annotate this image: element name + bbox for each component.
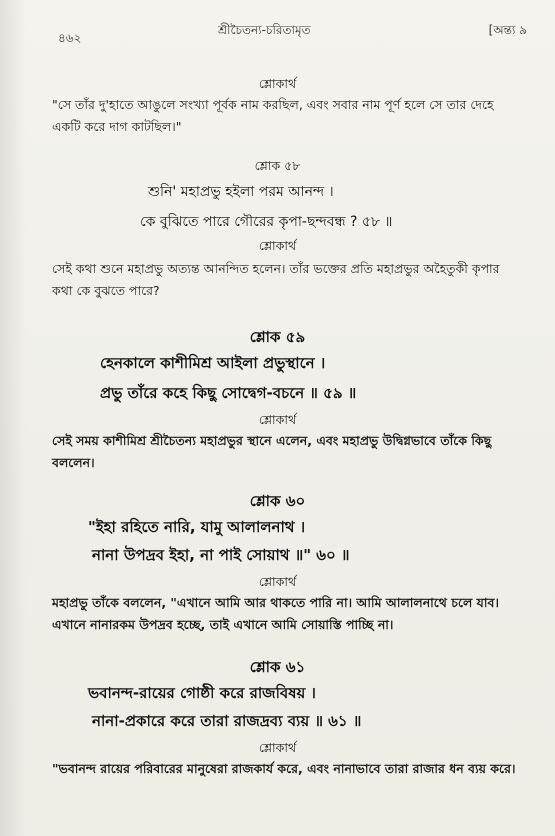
verse-60-line-2: নানা উপদ্রব ইহা, না পাই সোয়াথ ॥" ৬০ ॥ [92, 546, 350, 564]
chapter-reference: [অন্ত্য ৯ [488, 23, 527, 37]
translation-61: "ভবানন্দ রায়ের পরিবারের মানুষেরা রাজকার্য করে, এবং নানাভাবে তারা রাজার ধন ব্যয় করে। [52, 761, 516, 776]
translation-label-59: শ্লোকার্থ [258, 412, 297, 427]
page-number: ৪৬২ [58, 31, 82, 45]
verse-59-line-2: প্রভু তাঁরে কহে কিছু সোদ্বেগ-বচনে ॥ ৫৯ ॥ [100, 384, 357, 402]
verse-58-line-1: শুনি' মহাপ্রভু হইলা পরম আনন্দ । [148, 184, 334, 200]
translation-prev: "সে তাঁর দু'হাতে আঙুলে সংখ্যা পূর্বক নাম করছিল, এবং সবার নাম পূর্ণ হলে সে তার দেহে একটি করে দাগ কাটছিল।" [52, 97, 494, 134]
verse-label-58: শ্লোক ৫৮ [254, 158, 301, 173]
verse-label-59: শ্লোক ৫৯ [249, 328, 306, 346]
translation-60: মহাপ্রভু তাঁকে বললেন, "এখানে আমি আর থাকতে পারি না। আমি আলালনাথে চলে যাব। এখানে নানারকম উপদ্রব হচ্ছে, তাই এখানে আমি সোয়াস্তি পাচ্ছি না। [52, 595, 499, 632]
verse-61-line-2: নানা-প্রকারে করে তারা রাজদ্রব্য ব্যয় ॥ ৬১ ॥ [92, 712, 362, 730]
page-header [50, 22, 527, 44]
translation-label-60: শ্লোকার্থ [258, 574, 297, 589]
running-title: শ্রীচৈতন্য-চরিতামৃত [218, 23, 311, 37]
verse-60-line-1: "ইহা রহিতে নারি, যামু আলালনাথ । [88, 518, 306, 536]
translation-label-prev: শ্লোকার্থ [258, 76, 297, 91]
translation-58: সেই কথা শুনে মহাপ্রভু অত্যন্ত আনন্দিত হলেন। তাঁর ভক্তের প্রতি মহাপ্রভুর অহৈতুকী কৃপার কথা কে বুঝতে পারে? [52, 261, 500, 298]
verse-59-line-1: হেনকালে কাশীমিশ্র আইলা প্রভুস্থানে । [100, 354, 326, 372]
verse-label-61: শ্লোক ৬১ [249, 658, 306, 676]
translation-59: সেই সময় কাশীমিশ্র শ্রীচৈতন্য মহাপ্রভুর স্থানে এলেন, এবং মহাপ্রভু উদ্বিগ্নভাবে তাঁকে কিছু বললেন। [52, 433, 492, 470]
verse-label-60: শ্লোক ৬০ [249, 492, 306, 510]
verse-61-line-1: ভবানন্দ-রায়ের গোষ্ঠী করে রাজবিষয় । [88, 684, 316, 702]
translation-label-58: শ্লোকার্থ [258, 238, 297, 253]
translation-label-61: শ্লোকার্থ [258, 740, 297, 755]
verse-58-line-2: কে বুঝিতে পারে গৌরের কৃপা-ছন্দবন্ধ ? ৫৮ ॥ [140, 214, 393, 230]
